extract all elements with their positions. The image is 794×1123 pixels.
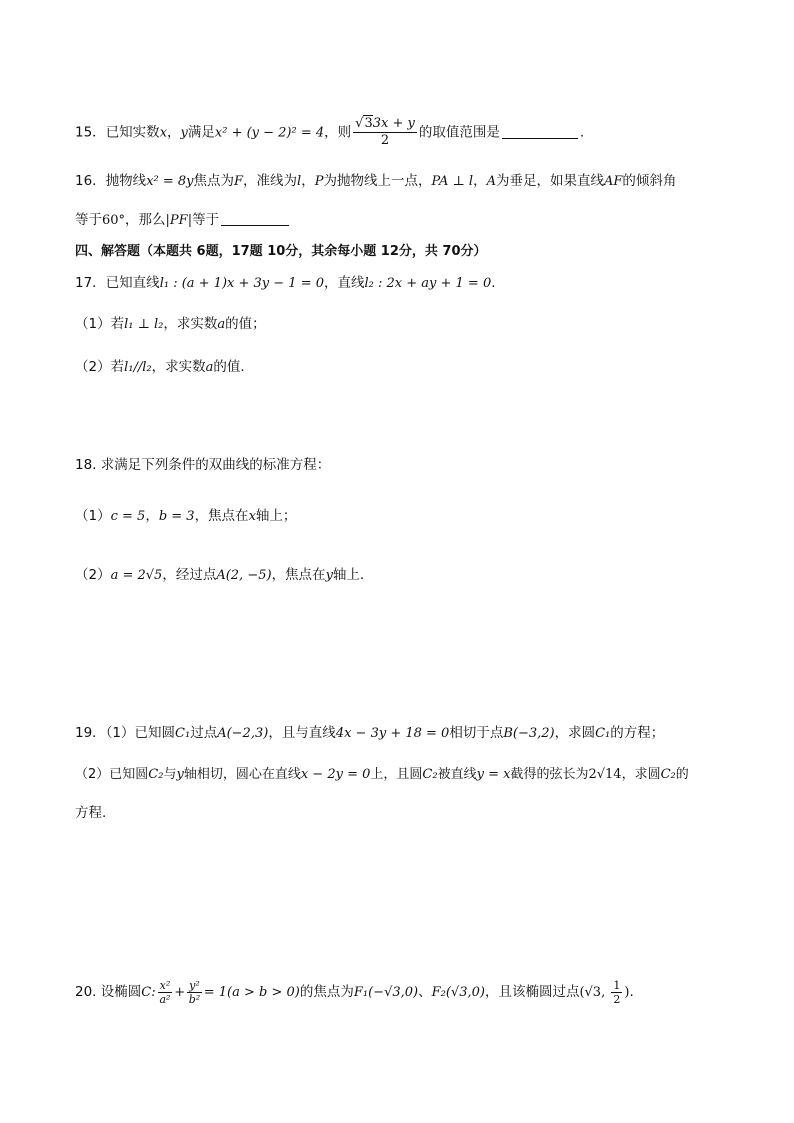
plus-sign: +	[174, 985, 186, 1000]
q17-text: 已知直线	[105, 275, 160, 291]
q17-text: ，直线	[323, 275, 365, 291]
question-19-line-3	[75, 803, 106, 823]
question-15	[75, 116, 584, 149]
part-label: （1）	[75, 508, 111, 524]
fraction	[353, 116, 417, 149]
point-close: )	[624, 985, 630, 1000]
math-AF: AF	[603, 174, 623, 189]
part-label: （2）若	[75, 359, 125, 375]
math-A: A	[486, 174, 496, 189]
q16-text: 为垂足，如果直线	[495, 173, 604, 189]
q16-text: 抛物线	[105, 173, 147, 189]
fraction-numerator: 1	[613, 978, 621, 992]
q20-text: 、	[418, 984, 432, 1000]
q15-text: 满足	[187, 124, 215, 141]
fraction-numerator: y²	[189, 978, 200, 992]
answer-blank[interactable]	[221, 211, 289, 226]
math-x: x	[248, 509, 256, 524]
q17-text: 的值.	[213, 359, 245, 375]
q19-text: ，求圆	[621, 767, 661, 782]
q18-text: ，	[145, 508, 159, 524]
question-18-part-2	[75, 565, 364, 586]
chord-length: 2√14	[588, 767, 622, 782]
focus-F1: F₁(−√3,0)	[353, 985, 419, 1000]
q16-text: ，那么	[125, 212, 166, 228]
q19-text: ，求圆	[554, 725, 596, 741]
q18-text: ，焦点在	[194, 508, 249, 524]
q19-text: （2）已知圆	[75, 767, 149, 782]
question-number: 19．	[75, 725, 106, 741]
math-C1: C₁	[175, 726, 191, 741]
section-heading: 四、解答题（本题共 6题，17题 10分，其余每小题 12分，共 70分）	[75, 244, 487, 259]
q16-text: 等于	[192, 212, 220, 228]
question-17-part-2	[75, 357, 245, 378]
q16-text: 等于	[75, 212, 102, 228]
q18-text: ，经过点	[162, 567, 217, 583]
math-C: C:	[141, 985, 156, 1000]
fraction-denominator: 2	[613, 992, 621, 1006]
math-y: y	[180, 125, 188, 141]
question-16-line-2	[75, 210, 291, 231]
q15-text: 已知实数	[105, 124, 160, 141]
q16-text: 的倾斜角	[622, 173, 677, 189]
q19-text: 上，且圆	[370, 767, 423, 782]
ellipse-condition: = 1(a > b > 0)	[203, 985, 300, 1000]
fraction-denominator: a²	[159, 992, 171, 1006]
q16-text: ，准线为	[243, 173, 298, 189]
question-16-line-1	[75, 171, 676, 192]
q19-text: 过点	[190, 725, 218, 741]
math-a: a	[217, 317, 226, 332]
q15-text: ，	[167, 124, 181, 141]
line-l2-equation: l₂ : 2x + ay + 1 = 0	[364, 276, 492, 291]
math-C2: C₂	[422, 767, 438, 782]
line-l1-equation: l₁ : (a + 1)x + 3y − 1 = 0	[159, 276, 324, 291]
math-C2: C₂	[660, 767, 676, 782]
q19-text: ，且与直线	[268, 725, 336, 741]
focus-F2: F₂(√3,0)	[431, 985, 485, 1000]
math-F: F	[234, 174, 244, 189]
math-perpendicular: l₁ ⊥ l₂	[124, 317, 164, 332]
q16-text: ，	[473, 173, 487, 189]
question-number: 18.	[75, 457, 97, 473]
question-number: 15．	[75, 124, 106, 141]
fraction-denominator: 2	[380, 133, 390, 148]
q18-text: 轴上.	[332, 567, 365, 583]
q19-text: 的	[675, 767, 689, 782]
line-y-equals-x: y = x	[476, 767, 511, 782]
q19-text: （1）已知圆	[105, 725, 176, 741]
q19-text: 轴相切，圆心在直线	[183, 767, 301, 782]
center-line-equation: x − 2y = 0	[300, 767, 371, 782]
circle-equation: x² + (y − 2)² = 4	[214, 125, 325, 141]
q20-text: 设椭圆	[100, 984, 142, 1000]
q15-text: .	[579, 124, 585, 141]
q17-text: 的值；	[225, 316, 266, 332]
math-perpendicular: PA ⊥ l	[431, 174, 474, 189]
tangent-line-equation: 4x − 3y + 18 = 0	[335, 726, 450, 741]
q17-text: ，求实数	[163, 316, 218, 332]
math-angle: 60°	[102, 213, 126, 228]
math-C2: C₂	[148, 767, 164, 782]
math-y: y	[176, 767, 184, 782]
math-point-B: B(−3,2)	[503, 726, 555, 741]
math-x: x	[159, 125, 168, 141]
numerator-text: 3x + y	[372, 116, 415, 131]
math-a: a = 2√5	[110, 568, 163, 583]
sqrt-sign: √	[355, 116, 364, 131]
part-label: （1）若	[75, 316, 125, 332]
q19-text: 与	[163, 767, 177, 782]
q19-text: 截得的弦长为	[510, 767, 589, 782]
q16-text: ，	[301, 173, 315, 189]
q19-text: 方程.	[75, 805, 107, 821]
q18-text: ，焦点在	[271, 567, 326, 583]
math-abs-PF: |PF|	[165, 213, 193, 228]
fraction-y	[187, 979, 202, 1006]
sqrt-radicand: 3	[364, 116, 373, 131]
fraction-numerator	[353, 116, 417, 133]
question-17-part-1	[75, 314, 266, 335]
q20-text: ，且该椭圆过点	[484, 984, 580, 1000]
fraction-numerator: x²	[159, 978, 171, 992]
q15-text: 的取值范围是	[418, 124, 500, 141]
q16-text: 焦点为	[193, 173, 235, 189]
answer-blank[interactable]	[502, 124, 578, 139]
question-19-line-1	[75, 723, 664, 744]
q20-text: 的焦点为	[299, 984, 354, 1000]
parabola-equation: x² = 8y	[146, 174, 194, 189]
q19-text: 被直线	[437, 767, 477, 782]
fraction-denominator: b²	[188, 992, 201, 1006]
q18-text: 轴上；	[255, 508, 297, 524]
q16-text: 为抛物线上一点，	[323, 173, 432, 189]
q17-text: ，求实数	[151, 359, 206, 375]
math-C1: C₁	[595, 726, 611, 741]
point-open: (√3,	[579, 985, 610, 1000]
fraction-x	[158, 979, 173, 1006]
math-point-A: A(−2,3)	[217, 726, 269, 741]
fraction-half	[611, 979, 622, 1006]
math-a: a	[205, 360, 214, 375]
question-19-line-2	[75, 765, 689, 785]
question-number: 20.	[75, 984, 97, 1000]
question-18-part-1	[75, 506, 296, 527]
math-c: c = 5	[110, 509, 146, 524]
part-label: （2）	[75, 567, 111, 583]
question-20	[75, 974, 634, 1011]
q19-text: 相切于点	[449, 725, 504, 741]
question-18	[75, 455, 330, 475]
q15-text: ，则	[324, 124, 352, 141]
q17-text: .	[491, 275, 496, 291]
question-number: 17．	[75, 275, 106, 291]
question-17	[75, 273, 496, 294]
q19-text: 的方程；	[610, 725, 665, 741]
math-y: y	[325, 568, 333, 583]
math-point-A: A(2, −5)	[216, 568, 272, 583]
question-number: 16．	[75, 173, 106, 189]
math-b: b = 3	[158, 509, 195, 524]
math-P: P	[314, 174, 324, 189]
q20-text: .	[629, 984, 634, 1000]
q18-text: 求满足下列条件的双曲线的标准方程：	[100, 457, 331, 473]
math-l: l	[297, 174, 302, 189]
math-parallel: l₁//l₂	[124, 360, 152, 375]
